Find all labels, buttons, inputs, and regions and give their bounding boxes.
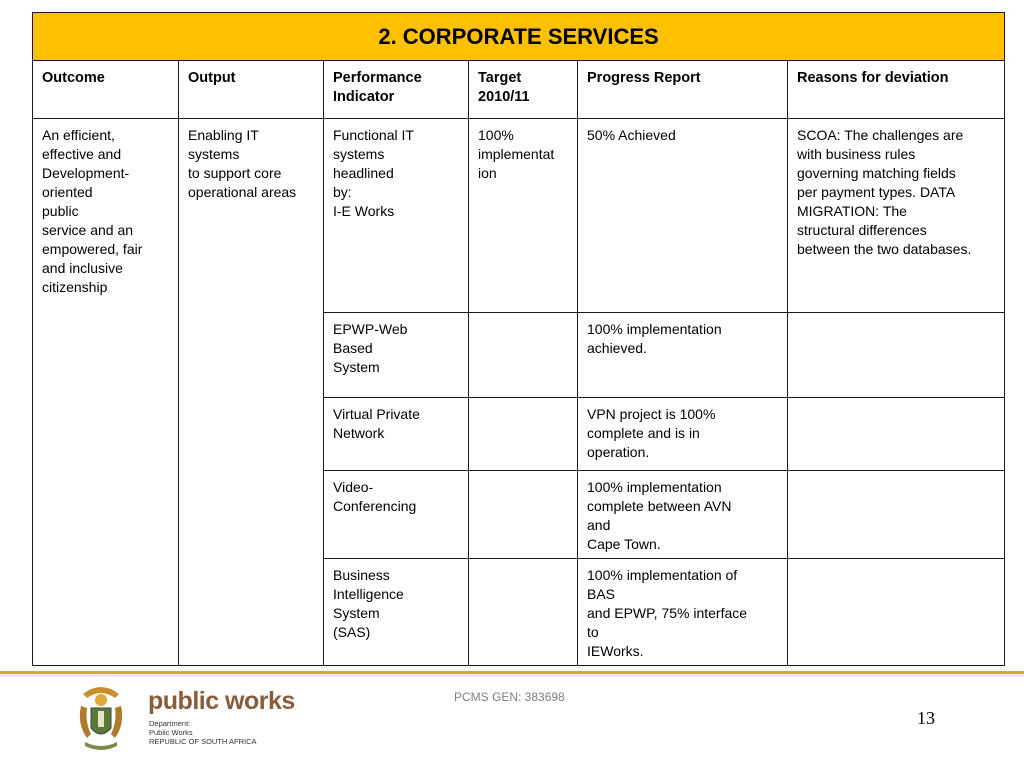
header-reasons-for-deviation: Reasons for deviation bbox=[788, 61, 1005, 119]
header-output: Output bbox=[179, 61, 324, 119]
reasons-cell bbox=[788, 398, 1005, 471]
target-cell bbox=[469, 398, 578, 471]
progress-cell: VPN project is 100% complete and is in operation. bbox=[578, 398, 788, 471]
target-cell bbox=[469, 471, 578, 559]
header-performance-indicator: Performance Indicator bbox=[324, 61, 469, 119]
target-cell bbox=[469, 559, 578, 666]
progress-cell: 100% implementation achieved. bbox=[578, 313, 788, 398]
output-cell: Enabling IT systems to support core operational areas bbox=[179, 119, 324, 666]
footer-divider bbox=[0, 671, 1024, 674]
reasons-cell: SCOA: The challenges are with business rules governing matching fields per payment types. DATA MIGRATION: The structural differences between the two databases. bbox=[788, 119, 1005, 313]
indicator-cell: Business Intelligence System (SAS) bbox=[324, 559, 469, 666]
coat-of-arms-icon bbox=[75, 684, 127, 754]
footer-divider-thin bbox=[0, 675, 1024, 676]
table-row bbox=[33, 119, 1005, 313]
page-number: 13 bbox=[917, 708, 935, 728]
indicator-cell: Functional IT systems headlined by: I-E Works bbox=[324, 119, 469, 313]
header-target: Target 2010/11 bbox=[469, 61, 578, 119]
indicator-cell: Virtual Private Network bbox=[324, 398, 469, 471]
progress-cell: 100% implementation of BAS and EPWP, 75% interface to IEWorks. bbox=[578, 559, 788, 666]
header-row bbox=[33, 61, 1005, 119]
target-cell bbox=[469, 313, 578, 398]
table-title: 2. CORPORATE SERVICES bbox=[33, 13, 1005, 61]
reasons-cell bbox=[788, 313, 1005, 398]
target-cell: 100% implementat ion bbox=[469, 119, 578, 313]
header-outcome: Outcome bbox=[33, 61, 179, 119]
header-progress-report: Progress Report bbox=[578, 61, 788, 119]
department-logo bbox=[75, 684, 295, 756]
indicator-cell: Video- Conferencing bbox=[324, 471, 469, 559]
document-reference: PCMS GEN: 383698 bbox=[454, 690, 565, 704]
brand-name: public works bbox=[148, 687, 295, 715]
progress-cell: 50% Achieved bbox=[578, 119, 788, 313]
brand-subtitle: Department: Public Works REPUBLIC OF SOUTH AFRICA bbox=[149, 719, 257, 746]
corporate-services-table bbox=[32, 12, 1005, 666]
progress-cell: 100% implementation complete between AVN and Cape Town. bbox=[578, 471, 788, 559]
indicator-cell: EPWP-Web Based System bbox=[324, 313, 469, 398]
outcome-cell: An efficient, effective and Development- oriented public service and an empowered, fair and inclusive citizenship bbox=[33, 119, 179, 666]
reasons-cell bbox=[788, 559, 1005, 666]
reasons-cell bbox=[788, 471, 1005, 559]
